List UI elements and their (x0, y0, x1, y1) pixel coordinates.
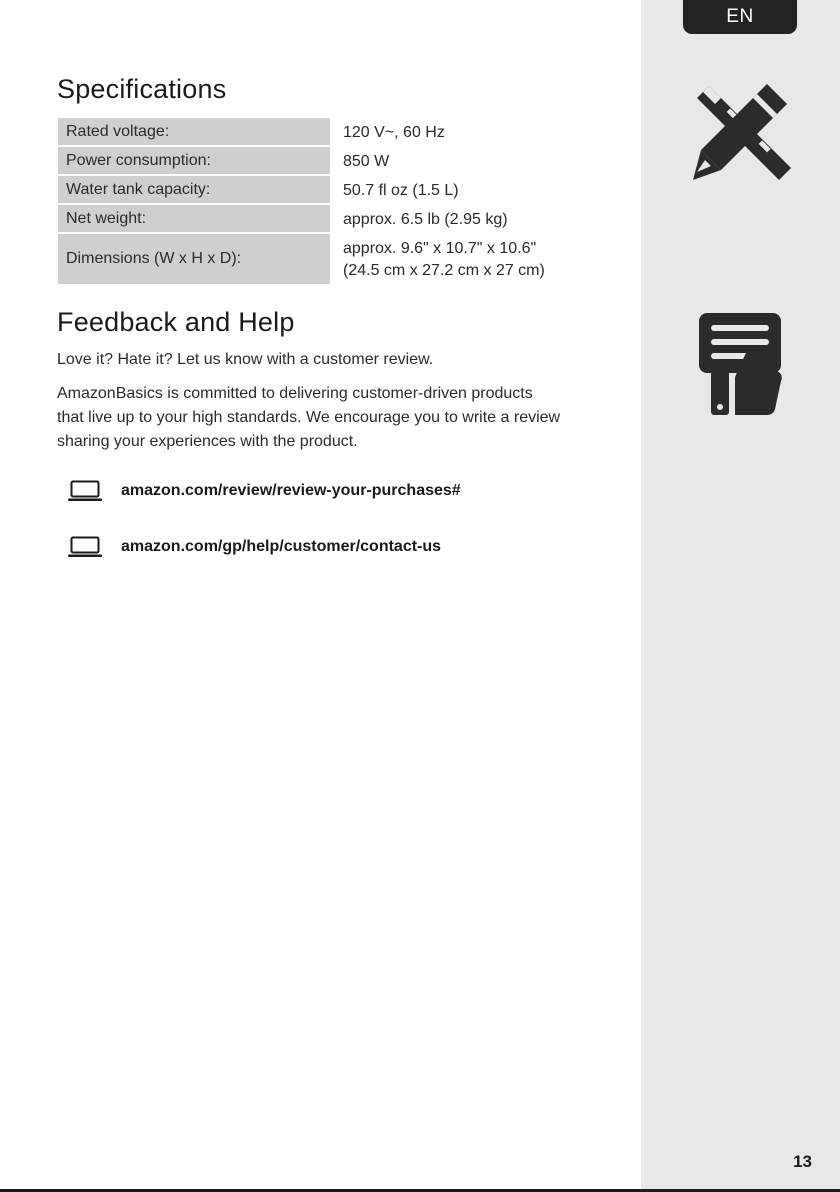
spec-value-line: (24.5 cm x 27.2 cm x 27 cm) (343, 262, 545, 279)
table-row (58, 147, 643, 176)
spec-label: Rated voltage: (58, 118, 330, 147)
spec-value: 50.7 fl oz (1.5 L) (343, 181, 459, 199)
language-tab[interactable]: EN (683, 0, 797, 34)
table-row (58, 234, 643, 286)
table-row (58, 118, 643, 147)
table-row (58, 176, 643, 205)
spec-value: 120 V~, 60 Hz (343, 123, 445, 141)
spec-label: Power consumption: (58, 147, 330, 176)
feedback-intro: Love it? Hate it? Let us know with a customer review. (57, 351, 434, 368)
spec-value: approx. 6.5 lb (2.95 kg) (343, 210, 508, 228)
feedback-body (57, 382, 627, 454)
feedback-body-line: sharing your experiences with the product. (57, 433, 358, 450)
spec-value-line: approx. 9.6" x 10.7" x 10.6" (343, 240, 537, 257)
spec-label: Dimensions (W x H x D): (58, 234, 330, 286)
laptop-icon (68, 480, 102, 502)
feedback-body-line: AmazonBasics is committed to delivering customer-driven products (57, 385, 533, 402)
spec-value (330, 234, 643, 286)
contact-link-row[interactable] (68, 536, 441, 558)
feedback-body-line: that live up to your high standards. We encourage you to write a review (57, 409, 561, 426)
spec-label: Water tank capacity: (58, 176, 330, 205)
specifications-heading: Specifications (57, 74, 227, 104)
feedback-heading: Feedback and Help (57, 307, 295, 337)
review-thumbs-up-icon (697, 311, 783, 417)
review-link-row[interactable] (68, 480, 461, 502)
spec-value: 850 W (343, 152, 390, 170)
spec-label: Net weight: (58, 205, 330, 234)
table-row (58, 205, 643, 234)
specifications-table (58, 118, 643, 286)
pencil-ruler-icon (687, 80, 793, 184)
laptop-icon (68, 536, 102, 558)
page-number: 13 (793, 1152, 812, 1171)
review-link[interactable]: amazon.com/review/review-your-purchases# (121, 482, 461, 499)
contact-link[interactable]: amazon.com/gp/help/customer/contact-us (121, 538, 442, 555)
